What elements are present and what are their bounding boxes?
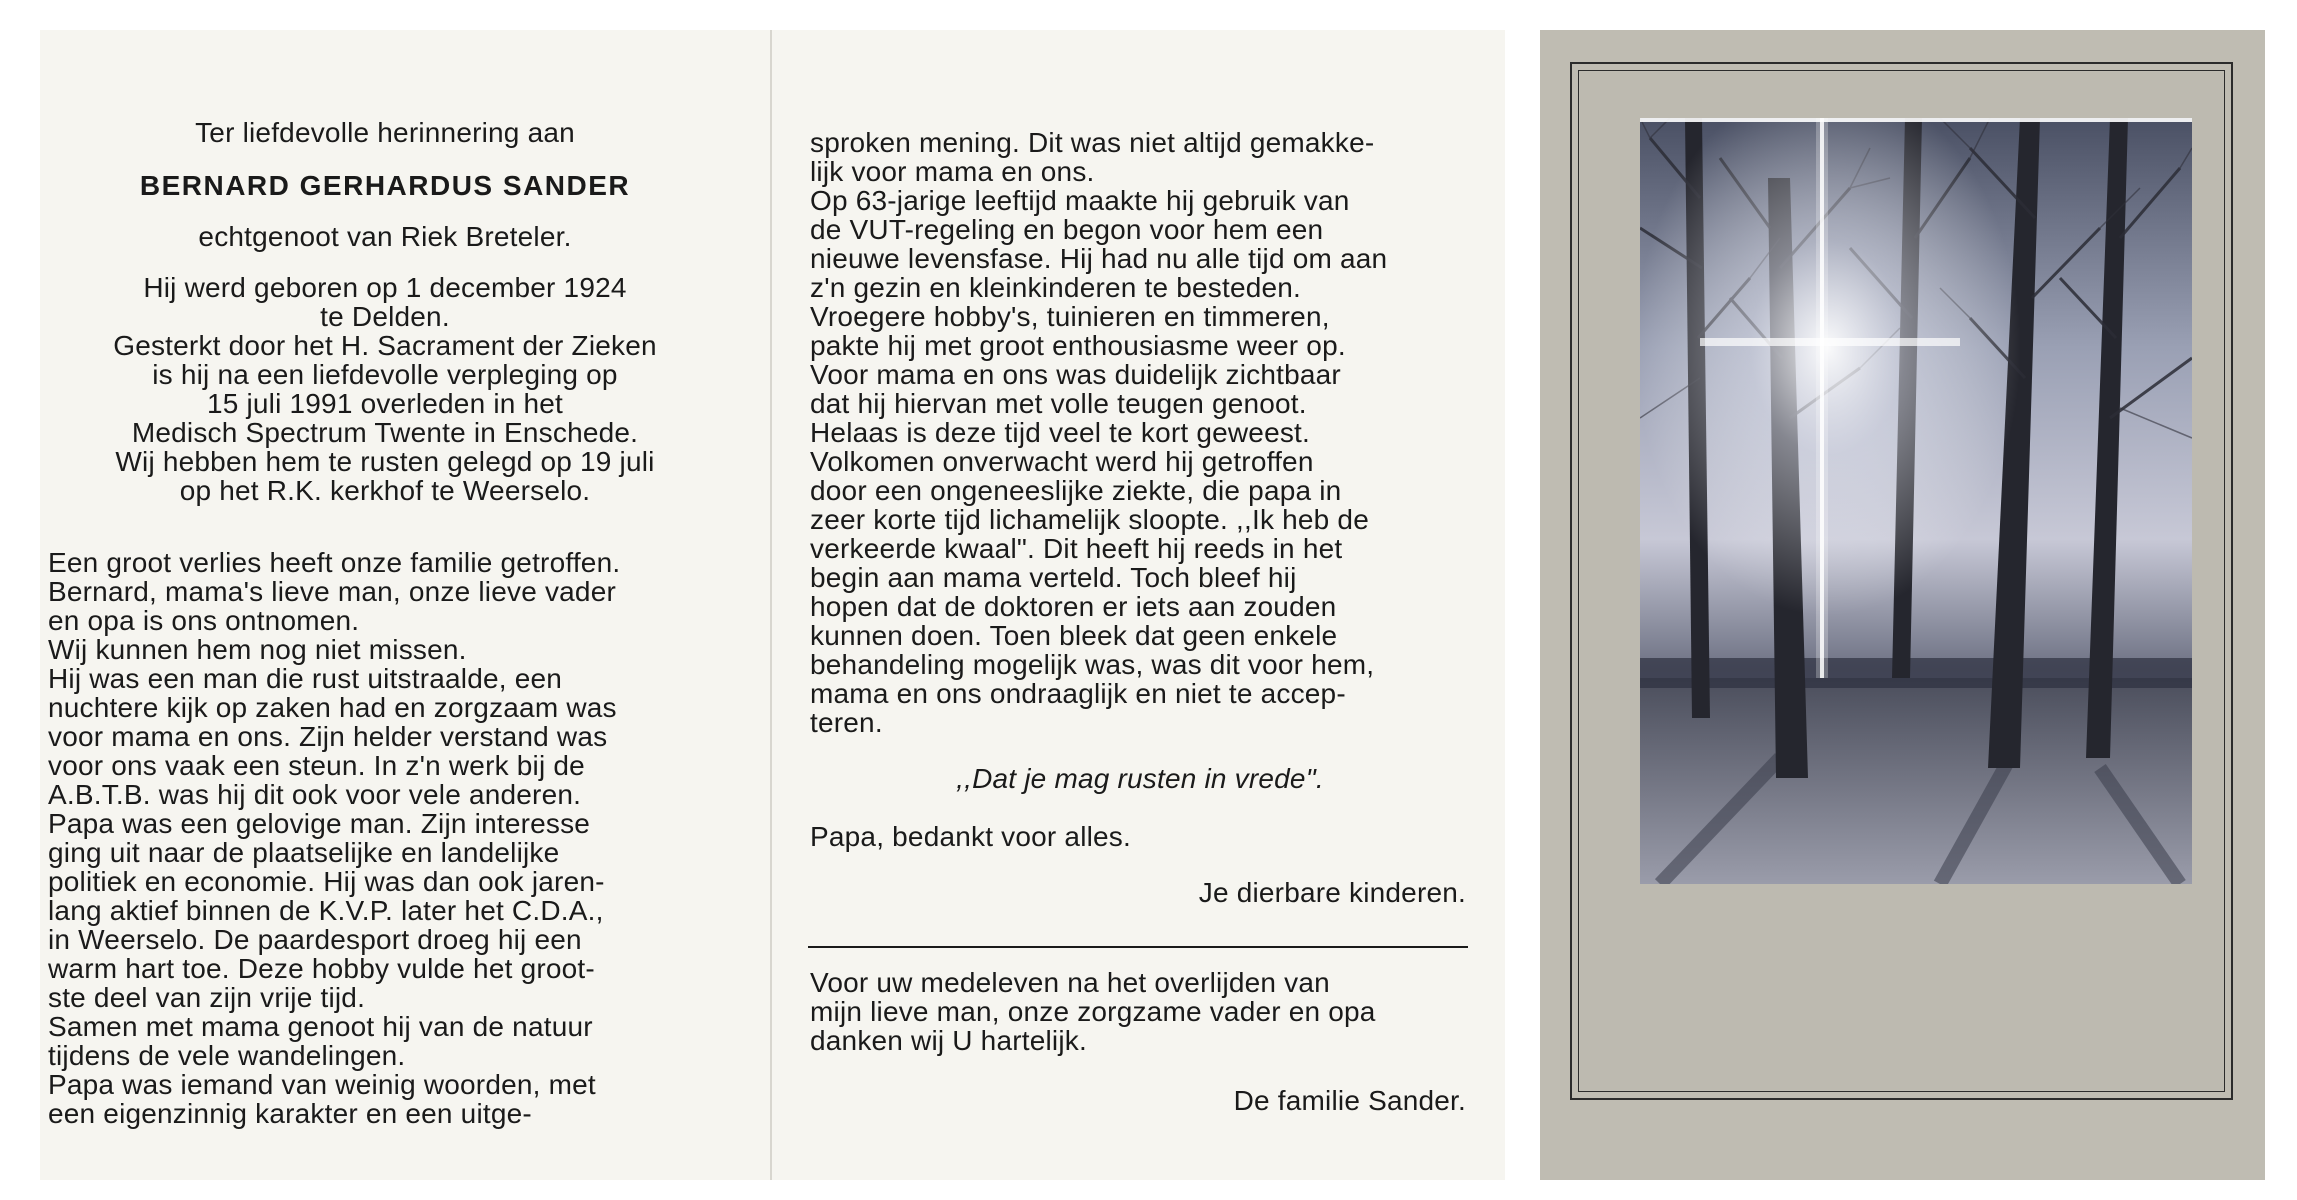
tribute-line: kunnen doen. Toen bleek dat geen enkele	[810, 620, 1338, 651]
tribute-line: Vroegere hobby's, tuinieren en timmeren,	[810, 301, 1330, 332]
tribute-line: dat hij hiervan met volle teugen genoot.	[810, 388, 1307, 419]
thanks-line: mijn lieve man, onze zorgzame vader en opa	[810, 996, 1376, 1027]
tribute-line: ste deel van zijn vrije tijd.	[48, 982, 366, 1013]
tribute-line: nieuwe levensfase. Hij had nu alle tijd om aan	[810, 243, 1388, 274]
tribute-line: voor ons vaak een steun. In z'n werk bij de	[48, 750, 585, 781]
tribute-line: Wij kunnen hem nog niet missen.	[48, 634, 467, 665]
tribute-line: pakte hij met groot enthousiasme weer op.	[810, 330, 1346, 361]
tribute-line: behandeling mogelijk was, was dit voor hem,	[810, 649, 1375, 680]
tribute-line: hopen dat de doktoren er iets aan zouden	[810, 591, 1337, 622]
tribute-line: teren.	[810, 707, 883, 738]
spouse-line: echtgenoot van Riek Breteler.	[198, 221, 572, 252]
tribute-line: z'n gezin en kleinkinderen te besteden.	[810, 272, 1302, 303]
bio-line: is hij na een liefdevolle verpleging op	[152, 359, 618, 390]
bio-line: Hij werd geboren op 1 december 1924	[143, 272, 627, 303]
intro-block	[70, 118, 700, 505]
signoff-family: De familie Sander.	[1233, 1085, 1466, 1116]
page-fold	[770, 30, 772, 1180]
bio-line: Wij hebben hem te rusten gelegd op 19 juli	[115, 446, 655, 477]
tribute-text-right	[810, 128, 1470, 737]
tribute-line: begin aan mama verteld. Toch bleef hij	[810, 562, 1297, 593]
tribute-line: Papa was iemand van weinig woorden, met	[48, 1069, 596, 1100]
tribute-line: Hij was een man die rust uitstraalde, een	[48, 663, 563, 694]
tribute-line: mama en ons ondraaglijk en niet te accep-	[810, 678, 1346, 709]
thanks-papa: Papa, bedankt voor alles.	[810, 821, 1131, 852]
tribute-line: Een groot verlies heeft onze familie getroffen.	[48, 547, 621, 578]
quote: ,,Dat je mag rusten in vrede".	[956, 763, 1324, 794]
tribute-line: tijdens de vele wandelingen.	[48, 1040, 406, 1071]
tribute-line: een eigenzinnig karakter en een uitge-	[48, 1098, 532, 1129]
tribute-line: en opa is ons ontnomen.	[48, 605, 360, 636]
tribute-line: lijk voor mama en ons.	[810, 156, 1095, 187]
tribute-line: sproken mening. Dit was niet altijd gemakke-	[810, 127, 1375, 158]
intro-heading: Ter liefdevolle herinnering aan	[195, 117, 575, 148]
tribute-line: Papa was een gelovige man. Zijn interesse	[48, 808, 591, 839]
thanks-line: Voor uw medeleven na het overlijden van	[810, 967, 1330, 998]
tribute-line: A.B.T.B. was hij dit ook voor vele anderen.	[48, 779, 582, 810]
bio-line: te Delden.	[320, 301, 450, 332]
thanks-line: danken wij U hartelijk.	[810, 1025, 1087, 1056]
divider	[808, 946, 1468, 948]
tribute-line: politiek en economie. Hij was dan ook jaren-	[48, 866, 605, 897]
tribute-line: de VUT-regeling en begon voor hem een	[810, 214, 1324, 245]
tribute-line: ging uit naar de plaatselijke en landelijke	[48, 837, 560, 868]
thanks-block	[810, 968, 1470, 1055]
tribute-line: lang aktief binnen de K.V.P. later het C.D.A.,	[48, 895, 604, 926]
bio-line: 15 juli 1991 overleden in het	[206, 388, 564, 419]
bio-line: Medisch Spectrum Twente in Enschede.	[131, 417, 639, 448]
winter-trees-photo	[1640, 118, 2192, 884]
bio-line: op het R.K. kerkhof te Weerselo.	[179, 475, 591, 506]
tribute-line: zeer korte tijd lichamelijk sloopte. ,,Ik heb de	[810, 504, 1369, 535]
tribute-line: Volkomen onverwacht werd hij getroffen	[810, 446, 1314, 477]
tribute-line: door een ongeneeslijke ziekte, die papa in	[810, 475, 1342, 506]
tribute-line: in Weerselo. De paardesport droeg hij een	[48, 924, 582, 955]
tribute-line: Op 63-jarige leeftijd maakte hij gebruik van	[810, 185, 1350, 216]
signoff-children: Je dierbare kinderen.	[1198, 877, 1466, 908]
tribute-line: Voor mama en ons was duidelijk zichtbaar	[810, 359, 1341, 390]
tribute-line: verkeerde kwaal". Dit heeft hij reeds in het	[810, 533, 1343, 564]
tribute-line: nuchtere kijk op zaken had en zorgzaam was	[48, 692, 617, 723]
bio-block	[70, 273, 700, 505]
deceased-name: BERNARD GERHARDUS SANDER	[139, 170, 631, 201]
tribute-line: Samen met mama genoot hij van de natuur	[48, 1011, 593, 1042]
bio-line: Gesterkt door het H. Sacrament der Zieken	[113, 330, 657, 361]
tribute-text-left	[48, 548, 736, 1128]
tribute-line: warm hart toe. Deze hobby vulde het groot-	[48, 953, 595, 984]
tribute-line: Helaas is deze tijd veel te kort geweest.	[810, 417, 1311, 448]
tribute-line: voor mama en ons. Zijn helder verstand was	[48, 721, 608, 752]
tribute-line: Bernard, mama's lieve man, onze lieve vader	[48, 576, 616, 607]
